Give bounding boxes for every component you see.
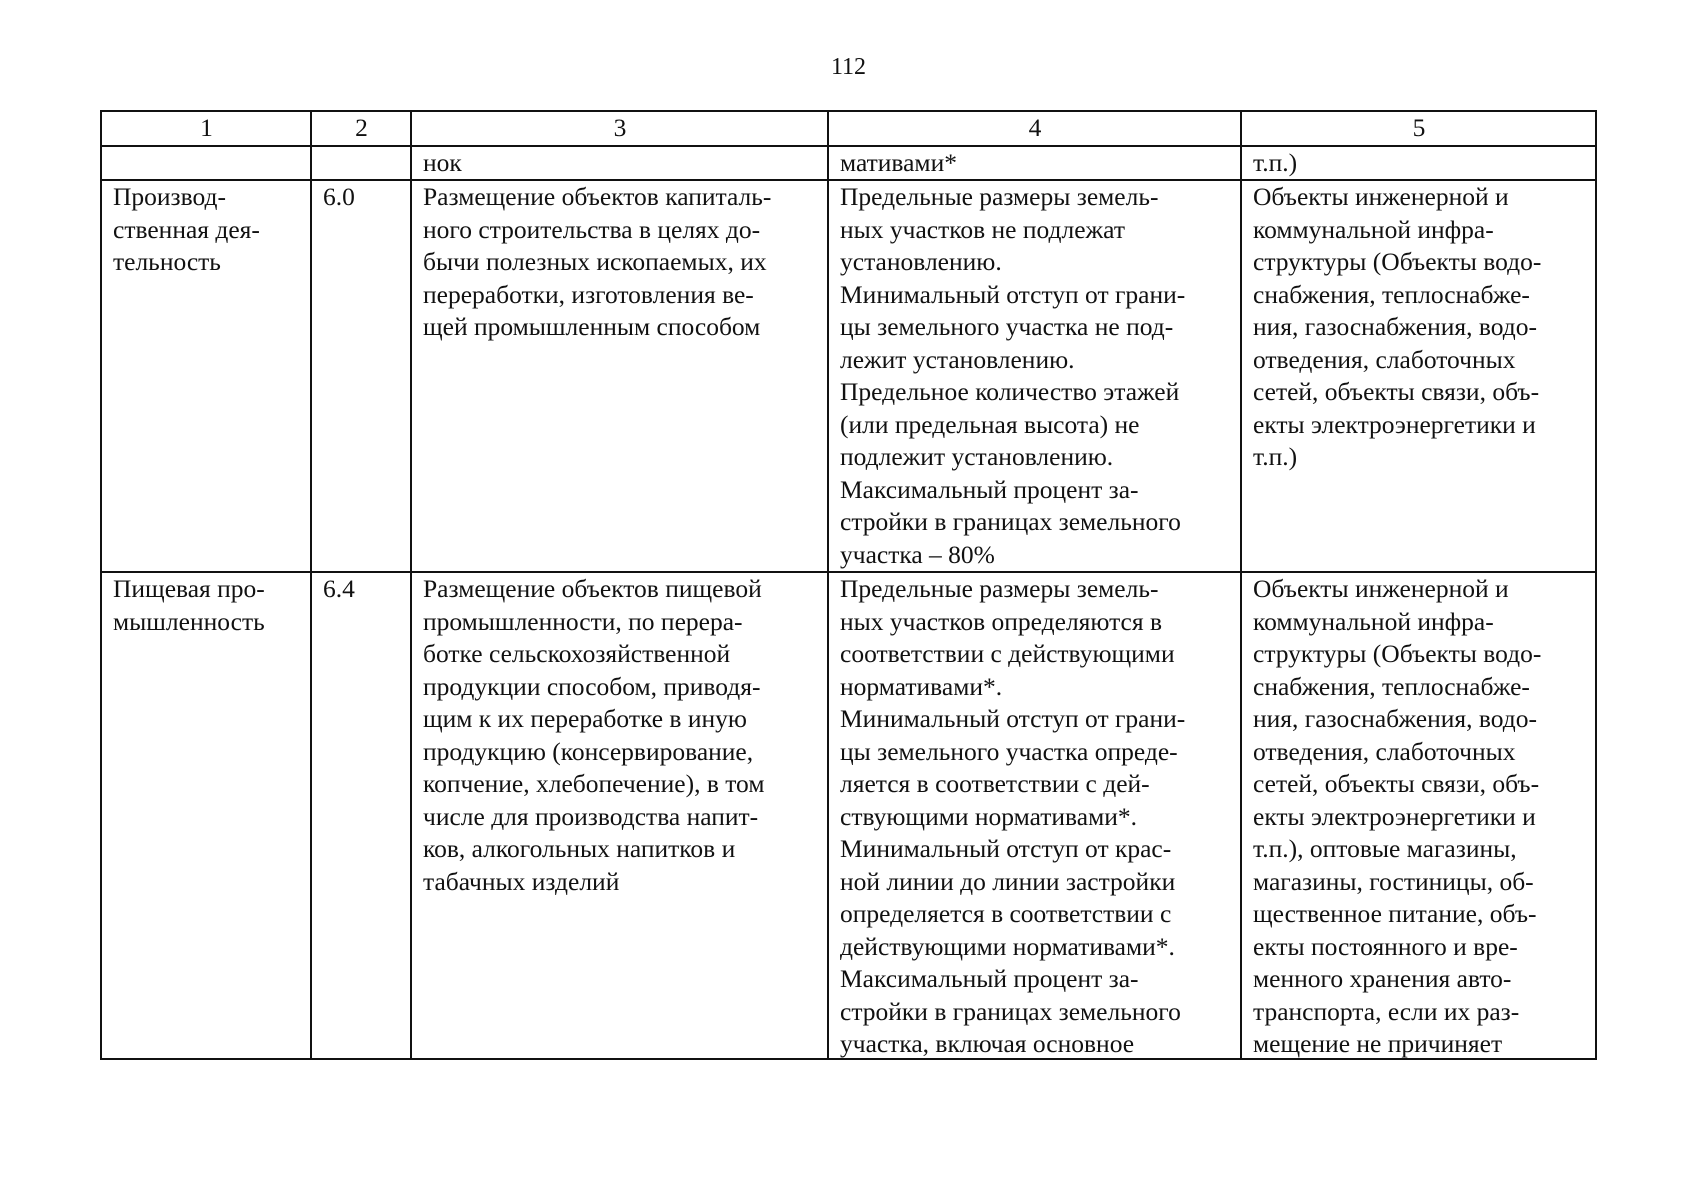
page-number: 112 (830, 54, 867, 80)
use-description: Размещение объектов пищевой промышленности, по перера- ботке сельскохозяйственной продукции способом, приводя- щим к их переработке в иную продукцию (консервирование, копчение, хлебопечение), в том числе для производства напит- ков, алкогольных напитков и табачных изделий (423, 574, 765, 896)
carryover-cell-2 (311, 146, 411, 181)
column-number-1: 1 (101, 111, 311, 146)
column-number-4: 4 (828, 111, 1241, 146)
use-code-cell (311, 572, 411, 1059)
use-parameters: Предельные размеры земель- ных участков определяются в соответствии с действующими нормативами*. Минимальный отступ от грани- цы земельного участка опреде- ляется в соответствии с дей- ствующими нормативами*. Минимальный отступ от крас- ной линии до линии застройки определяется в соответствии с действующими нормативами*. Максимальный процент за- стройки в границах земельного участка, включая основное (840, 574, 1186, 1058)
use-description-cell (411, 180, 828, 572)
column-number-2: 2 (311, 111, 411, 146)
carryover-cell-5: т.п.) (1241, 146, 1596, 181)
use-description-cell (411, 572, 828, 1059)
carryover-cell-1 (101, 146, 311, 181)
use-parameters-cell (828, 180, 1241, 572)
column-number-row (101, 111, 1596, 146)
use-name: Производ- ственная дея- тельность (113, 182, 260, 276)
use-code: 6.4 (323, 574, 355, 603)
use-code: 6.0 (323, 182, 355, 211)
table-row (101, 572, 1596, 1059)
use-parameters: Предельные размеры земель- ных участков не подлежат установлению. Минимальный отступ от грани- цы земельного участка не под- лежит установлению. Предельное количество этажей (или предельная высота) не подлежит установлению. Максимальный процент за- стройки в границах земельного участка – 80% (840, 182, 1186, 569)
column-number-3: 3 (411, 111, 828, 146)
auxiliary-uses-cell (1241, 572, 1596, 1059)
carryover-cell-4: мативами* (828, 146, 1241, 181)
auxiliary-uses: Объекты инженерной и коммунальной инфра- структуры (Объекты водо- снабжения, теплоснабже- ния, газоснабжения, водо- отведения, слаботочных сетей, объекты связи, объ- екты электроэнергетики и т.п.), оптовые магазины, магазины, гостиницы, об- щественное питание, объ- екты постоянного и вре- менного хранения авто- транспорта, если их раз- мещение не причиняет (1253, 574, 1542, 1058)
use-parameters-cell (828, 572, 1241, 1059)
use-description: Размещение объектов капиталь- ного строительства в целях до- бычи полезных ископаемых, их переработки, изготовления ве- щей промышленным способом (423, 182, 772, 341)
use-name-cell (101, 572, 311, 1059)
use-name: Пищевая про- мышленность (113, 574, 265, 636)
use-name-cell (101, 180, 311, 572)
carryover-row (101, 146, 1596, 181)
column-number-5: 5 (1241, 111, 1596, 146)
use-code-cell (311, 180, 411, 572)
carryover-cell-3: нок (411, 146, 828, 181)
zoning-table (100, 110, 1597, 1060)
auxiliary-uses: Объекты инженерной и коммунальной инфра- структуры (Объекты водо- снабжения, теплоснабже- ния, газоснабжения, водо- отведения, слаботочных сетей, объекты связи, объ- екты электроэнергетики и т.п.) (1253, 182, 1542, 471)
auxiliary-uses-cell (1241, 180, 1596, 572)
table-row (101, 180, 1596, 572)
